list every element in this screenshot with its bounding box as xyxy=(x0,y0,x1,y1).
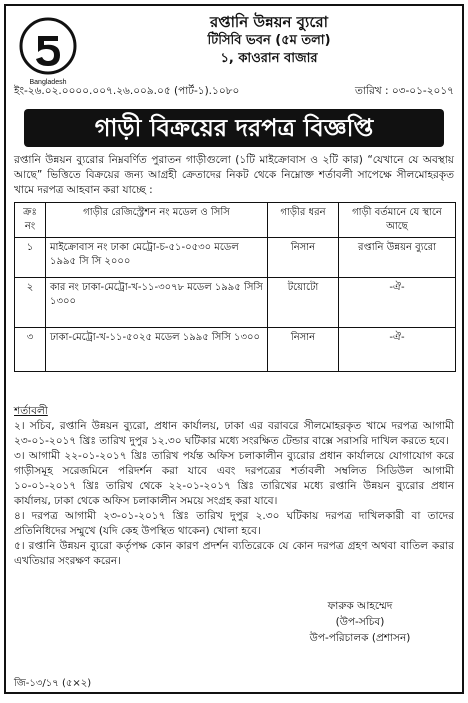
signatory-designation: (উপ-সচিব) xyxy=(335,616,385,628)
memo-number: ইং-২৬.০২.০০০০.০০৭.২৬.০০৯.০৫ (পার্ট-১).১০৮০ xyxy=(14,85,240,97)
svg-text:Bangladesh: Bangladesh xyxy=(29,79,67,86)
notice-title-banner: গাড়ী বিক্রয়ের দরপত্র বিজ্ঞপ্তি xyxy=(24,109,444,147)
terms-heading: শর্তাবলী xyxy=(14,405,48,417)
table-row xyxy=(15,328,456,372)
cell-location: -ঐ- xyxy=(339,278,456,328)
cell-type: নিসান xyxy=(268,328,339,372)
cell-serial: ৩ xyxy=(15,328,46,372)
col-type: গাড়ীর ধরন xyxy=(268,203,339,238)
cell-details: মাইক্রোবাস নং ঢাকা মেট্রো-চ-৫১-০৫৩০ মডেল ১৯৯৫ সি সি ২০০০ xyxy=(46,238,268,278)
table-header-row xyxy=(15,203,456,238)
signatory-name: ফারুক আহম্মেদ xyxy=(327,600,393,612)
cell-location: রপ্তানি উন্নয়ন ব্যুরো xyxy=(339,238,456,278)
term-item: ৩। আগামী ২২-০১-২০১৭ খ্রিঃ তারিখ পর্যন্ত অফিস চলাকালীন ব্যুরোর প্রধান কার্যালয়ে যোগাযোগ করে গাড়ীসমূহ সরেজমিনে পরিদর্শন করা যাবে এবং দরপত্রের শর্তাবলী সম্বলিত সিডিউল আগামী ১০-০১-২০১৭ খ্রিঃ তারিখ থেকে ২২-০১-২০১৭ খ্রিঃ তারিখের মধ্যে রপ্তানি উন্নয়ন ব্যুরোর প্রধান কার্যালয়, ঢাকা থেকে অফিস চলাকালীন সময়ে সংগ্রহ করা যাবে। xyxy=(14,450,454,507)
terms-section xyxy=(14,404,454,569)
signatory-office: উপ-পরিচালক (প্রশাসন) xyxy=(309,632,411,644)
vehicle-table xyxy=(14,202,456,372)
header xyxy=(84,12,454,68)
col-details: গাড়ীর রেজিস্ট্রেশন নং মডেল ও সিসি xyxy=(46,203,268,238)
address: ১, কাওরান বাজার xyxy=(220,51,318,66)
epb-logo-icon xyxy=(16,14,80,90)
table-row xyxy=(15,238,456,278)
notice-date: তারিখ : ০৩-০১-২০১৭ xyxy=(355,85,454,97)
cell-details: কার নং ঢাকা-মেট্রো-খ-১১-৩০৭৮ মডেল ১৯৯৫ সিসি ১৩০০ xyxy=(46,278,268,328)
org-name: রপ্তানি উন্নয়ন ব্যুরো xyxy=(210,13,328,31)
term-item: ৫। রপ্তানি উন্নয়ন ব্যুরো কর্তৃপক্ষ কোন কারণ প্রদর্শন ব্যতিরেকে যে কোন দরপত্র গ্রহণ অথবা বাতিল করার এখতিয়ার সংরক্ষণ করেন। xyxy=(14,540,454,567)
signature-block xyxy=(280,598,440,646)
cell-details: ঢাকা-মেট্রো-খ-১১-৫০২৫ মডেল ১৯৯৫ সিসি ১৩০০ xyxy=(46,328,268,372)
tender-notice xyxy=(4,4,464,694)
table-row xyxy=(15,278,456,328)
cell-location: -ঐ- xyxy=(339,328,456,372)
col-serial: ক্রঃ নং xyxy=(15,203,46,238)
term-item: ৪। দরপত্র আগামী ২৩-০১-২০১৭ খ্রিঃ তারিখ দুপুর ২.৩০ ঘটিকায় দরপত্র দাখিলকারী বা তাদের প্রতিনিধিদের সম্মুখে (যদি কেহ উপস্থিত থাকেন) খোলা হবে। xyxy=(14,510,454,537)
cell-type: টয়োটো xyxy=(268,278,339,328)
intro-paragraph: রপ্তানি উন্নয়ন ব্যুরোর নিম্নবর্ণিত পুরাতন গাড়ীগুলো (১টি মাইক্রোবাস ও ২টি কার) “যেখানে যে অবস্থায় আছে” ভিত্তিতে বিক্রয়ের জন্য আগ্রহী ক্রেতাদের নিকট থেকে নিম্নোক্ত শর্তাবলী সাপেক্ষে সীলমোহরকৃত খামে দরপত্র আহবান করা যাচ্ছে : xyxy=(14,154,454,196)
building-name: টিসিবি ভবন (৫ম তলা) xyxy=(207,33,331,48)
footer-memo: জি-১৩/১৭ (৫×২) xyxy=(14,678,92,689)
term-item: ২। সচিব, রপ্তানি উন্নয়ন ব্যুরো, প্রধান কার্যালয়, ঢাকা এর বরাবরে সীলমোহরকৃত খামে দরপত্র আগামী ২৩-০১-২০১৭ খ্রিঃ তারিখ দুপুর ১২.৩০ ঘটিকার মধ্যে সংরক্ষিত টেন্ডার বাক্সে সরাসরি দাখিল করতে হবে। xyxy=(14,420,454,447)
cell-serial: ২ xyxy=(15,278,46,328)
cell-type: নিসান xyxy=(268,238,339,278)
reference-line xyxy=(14,84,454,101)
cell-serial: ১ xyxy=(15,238,46,278)
col-location: গাড়ী বর্তমানে যে স্থানে আছে xyxy=(339,203,456,238)
